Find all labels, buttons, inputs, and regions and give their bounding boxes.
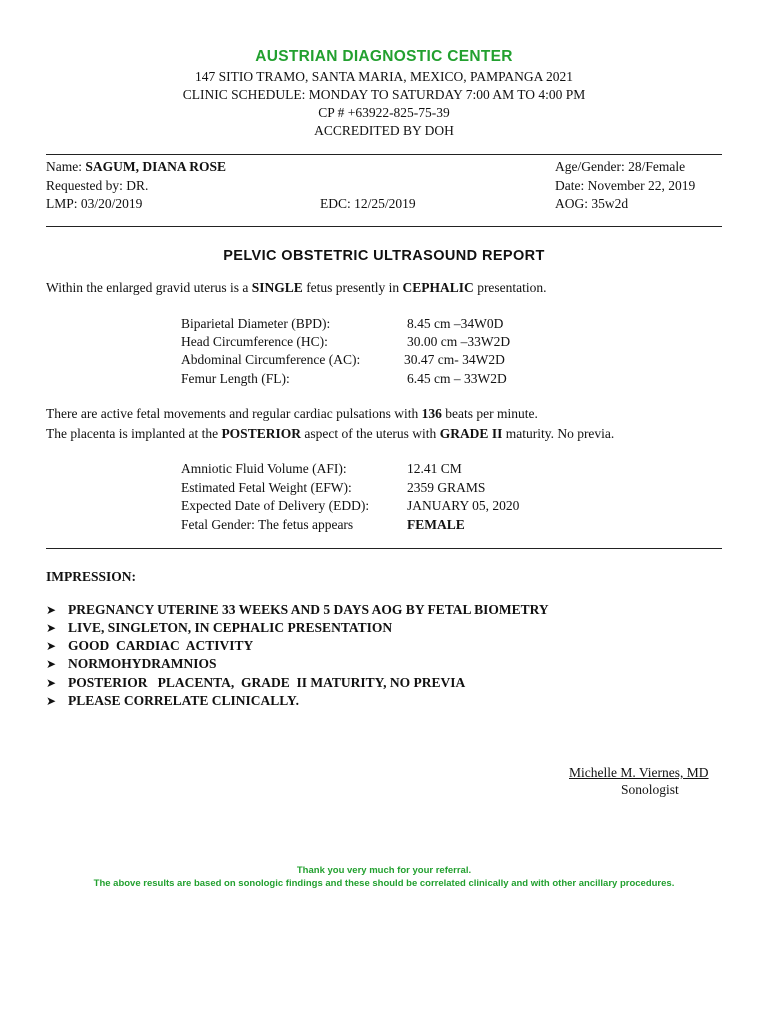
efw-label: Estimated Fetal Weight (EFW): (181, 480, 352, 495)
impression-item (46, 693, 299, 709)
fl-value: 6.45 cm – 33W2D (407, 371, 507, 386)
cardiac-paragraph (46, 406, 538, 422)
patient-name-label: Name: (46, 159, 82, 174)
arrow-bullet-icon: ➤ (46, 657, 57, 671)
age-gender: Age/Gender: 28/Female (555, 159, 686, 174)
placenta-grade: GRADE II (439, 426, 503, 441)
efw-value: 2359 GRAMS (407, 480, 486, 495)
bpd-value: 8.45 cm –34W0D (407, 316, 504, 331)
placenta-paragraph (46, 426, 614, 442)
arrow-bullet-icon: ➤ (46, 639, 57, 653)
patient-divider (46, 226, 722, 227)
arrow-bullet-icon: ➤ (46, 621, 57, 635)
edd-value: JANUARY 05, 2020 (407, 498, 520, 513)
impression-heading: IMPRESSION: (46, 569, 137, 584)
footer-thanks: Thank you very much for your referral. (296, 865, 472, 876)
footer-disclaimer: The above results are based on sonologic findings and these should be correlated clinically and with other ancillary procedures. (93, 878, 675, 889)
center-name: AUSTRIAN DIAGNOSTIC CENTER (255, 48, 513, 65)
ac-label: Abdominal Circumference (AC): (181, 352, 361, 367)
patient-name (46, 159, 226, 175)
gender-label: Fetal Gender: The fetus appears (181, 517, 354, 532)
patient-name-value: SAGUM, DIANA ROSE (85, 159, 227, 174)
intro-paragraph (46, 280, 547, 296)
arrow-bullet-icon: ➤ (46, 603, 57, 617)
afi-value: 12.41 CM (407, 461, 462, 476)
report-date: Date: November 22, 2019 (555, 178, 696, 193)
edd-label: Expected Date of Delivery (EDD): (181, 498, 370, 513)
requested-by: Requested by: DR. (46, 178, 149, 193)
intro-text-1: Within the enlarged gravid uterus is a (46, 280, 249, 295)
hc-value: 30.00 cm –33W2D (407, 334, 511, 349)
ac-value: 30.47 cm- 34W2D (404, 352, 505, 367)
placenta-text-2: aspect of the uterus with (304, 426, 437, 441)
placenta-text-1: The placenta is implanted at the (46, 426, 219, 441)
impression-item-text: POSTERIOR PLACENTA, GRADE II MATURITY, NO PREVIA (68, 675, 466, 690)
accreditation: ACCREDITED BY DOH (314, 123, 454, 138)
report-title: PELVIC OBSTETRIC ULTRASOUND REPORT (223, 248, 545, 264)
contact-number: CP # +63922-825-75-39 (318, 105, 450, 120)
intro-presentation: CEPHALIC (402, 280, 474, 295)
hc-label: Head Circumference (HC): (181, 334, 328, 349)
gender-value: FEMALE (407, 517, 465, 532)
aog: AOG: 35w2d (555, 196, 629, 211)
impression-item-text: NORMOHYDRAMNIOS (68, 656, 217, 671)
impression-item (46, 638, 253, 654)
impression-item (46, 675, 465, 691)
clinic-schedule: CLINIC SCHEDULE: MONDAY TO SATURDAY 7:00 AM TO 4:00 PM (182, 87, 586, 102)
fl-label: Femur Length (FL): (181, 371, 290, 386)
cardiac-text-2: beats per minute. (445, 406, 538, 421)
placenta-position: POSTERIOR (221, 426, 301, 441)
intro-text-3: presentation. (477, 280, 547, 295)
impression-item-text: PREGNANCY UTERINE 33 WEEKS AND 5 DAYS AOG BY FETAL BIOMETRY (68, 602, 549, 617)
header-divider (46, 154, 722, 155)
sonologist-role: Sonologist (621, 782, 679, 797)
impression-item-text: GOOD CARDIAC ACTIVITY (68, 638, 254, 653)
arrow-bullet-icon: ➤ (46, 676, 57, 690)
heart-rate: 136 (421, 406, 442, 421)
impression-item-text: LIVE, SINGLETON, IN CEPHALIC PRESENTATION (68, 620, 393, 635)
intro-text-2: fetus presently in (306, 280, 400, 295)
lmp: LMP: 03/20/2019 (46, 196, 143, 211)
center-address: 147 SITIO TRAMO, SANTA MARIA, MEXICO, PAMPANGA 2021 (195, 69, 573, 84)
edc: EDC: 12/25/2019 (320, 196, 416, 211)
bpd-label: Biparietal Diameter (BPD): (181, 316, 331, 331)
impression-item (46, 620, 392, 636)
impression-item (46, 602, 549, 618)
intro-fetus-count: SINGLE (251, 280, 303, 295)
sonologist-name: Michelle M. Viernes, MD (569, 765, 709, 780)
cardiac-text-1: There are active fetal movements and regular cardiac pulsations with (46, 406, 419, 421)
impression-item-text: PLEASE CORRELATE CLINICALLY. (68, 693, 299, 708)
afi-label: Amniotic Fluid Volume (AFI): (181, 461, 347, 476)
placenta-text-3: maturity. No previa. (505, 426, 615, 441)
findings-divider (46, 548, 722, 549)
impression-item (46, 656, 217, 672)
arrow-bullet-icon: ➤ (46, 694, 57, 708)
